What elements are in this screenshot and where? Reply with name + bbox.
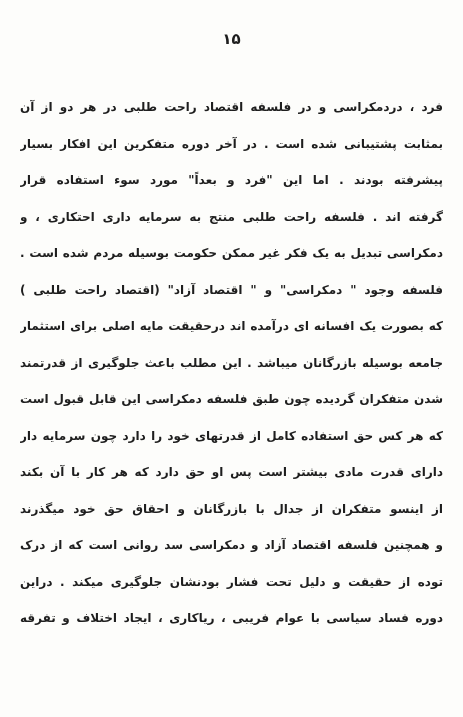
text-line: جامعه بوسیله بازرگانان میباشد . این مطلب باعث جلوگیری از قدرتمند bbox=[20, 355, 443, 370]
text-line: که بصورت یک افسانه ای درآمده اند درحقیقت مایه اصلی برای استثمار bbox=[20, 319, 443, 333]
text-line: شدن متفکران گردیده چون طبق فلسفه دمکراسی این قابل قبول است bbox=[20, 392, 443, 406]
text-line: و همچنین فلسفه اقتصاد آزاد و دمکراسی سد روانی است که از درک bbox=[20, 538, 443, 552]
text-line: فلسفه وجود " دمکراسی" و " اقتصاد آزاد" (اقتصاد راحت طلبی ) bbox=[20, 282, 443, 297]
text-line: گرفته اند . فلسفه راحت طلبی منتج به سرمایه داری احتکاری ، و bbox=[20, 209, 443, 224]
text-line: پیشرفته بودند . اما این "فرد و بعداً" مورد سوء استفاده قرار bbox=[20, 173, 443, 187]
text-line: فرد ، دردمکراسی و در فلسفه اقتصاد راحت طلبی در هر دو از آن bbox=[20, 100, 443, 114]
text-line: دمکراسی تبدیل به یک فکر غیر ممکن حکومت بوسیله مردم شده است . bbox=[20, 246, 443, 260]
text-line: از اینسو متفکران از جدال با بازرگانان و احقاق حق خود میگذرند bbox=[20, 501, 443, 516]
page-number: ۱۵ bbox=[222, 30, 241, 48]
body-text bbox=[20, 96, 443, 644]
text-line: دارای قدرت مادی بیشتر است پس او حق دارد که هر کار با آن بکند bbox=[20, 465, 443, 479]
text-line: بمثابت پشتیبانی شده است . در آخر دوره متفکرین این افکار بسیار bbox=[20, 136, 443, 151]
text-line: که هر کس حق استفاده کامل از قدرتهای خود را دارد چون سرمایه دار bbox=[20, 428, 443, 443]
text-line: توده از حقیقت و دلیل تحت فشار بودنشان جلوگیری میکند . دراین bbox=[20, 574, 443, 589]
text-line: دوره فساد سیاسی با عوام فریبی ، ریاکاری ، ایجاد اختلاف و تفرقه bbox=[20, 611, 443, 625]
